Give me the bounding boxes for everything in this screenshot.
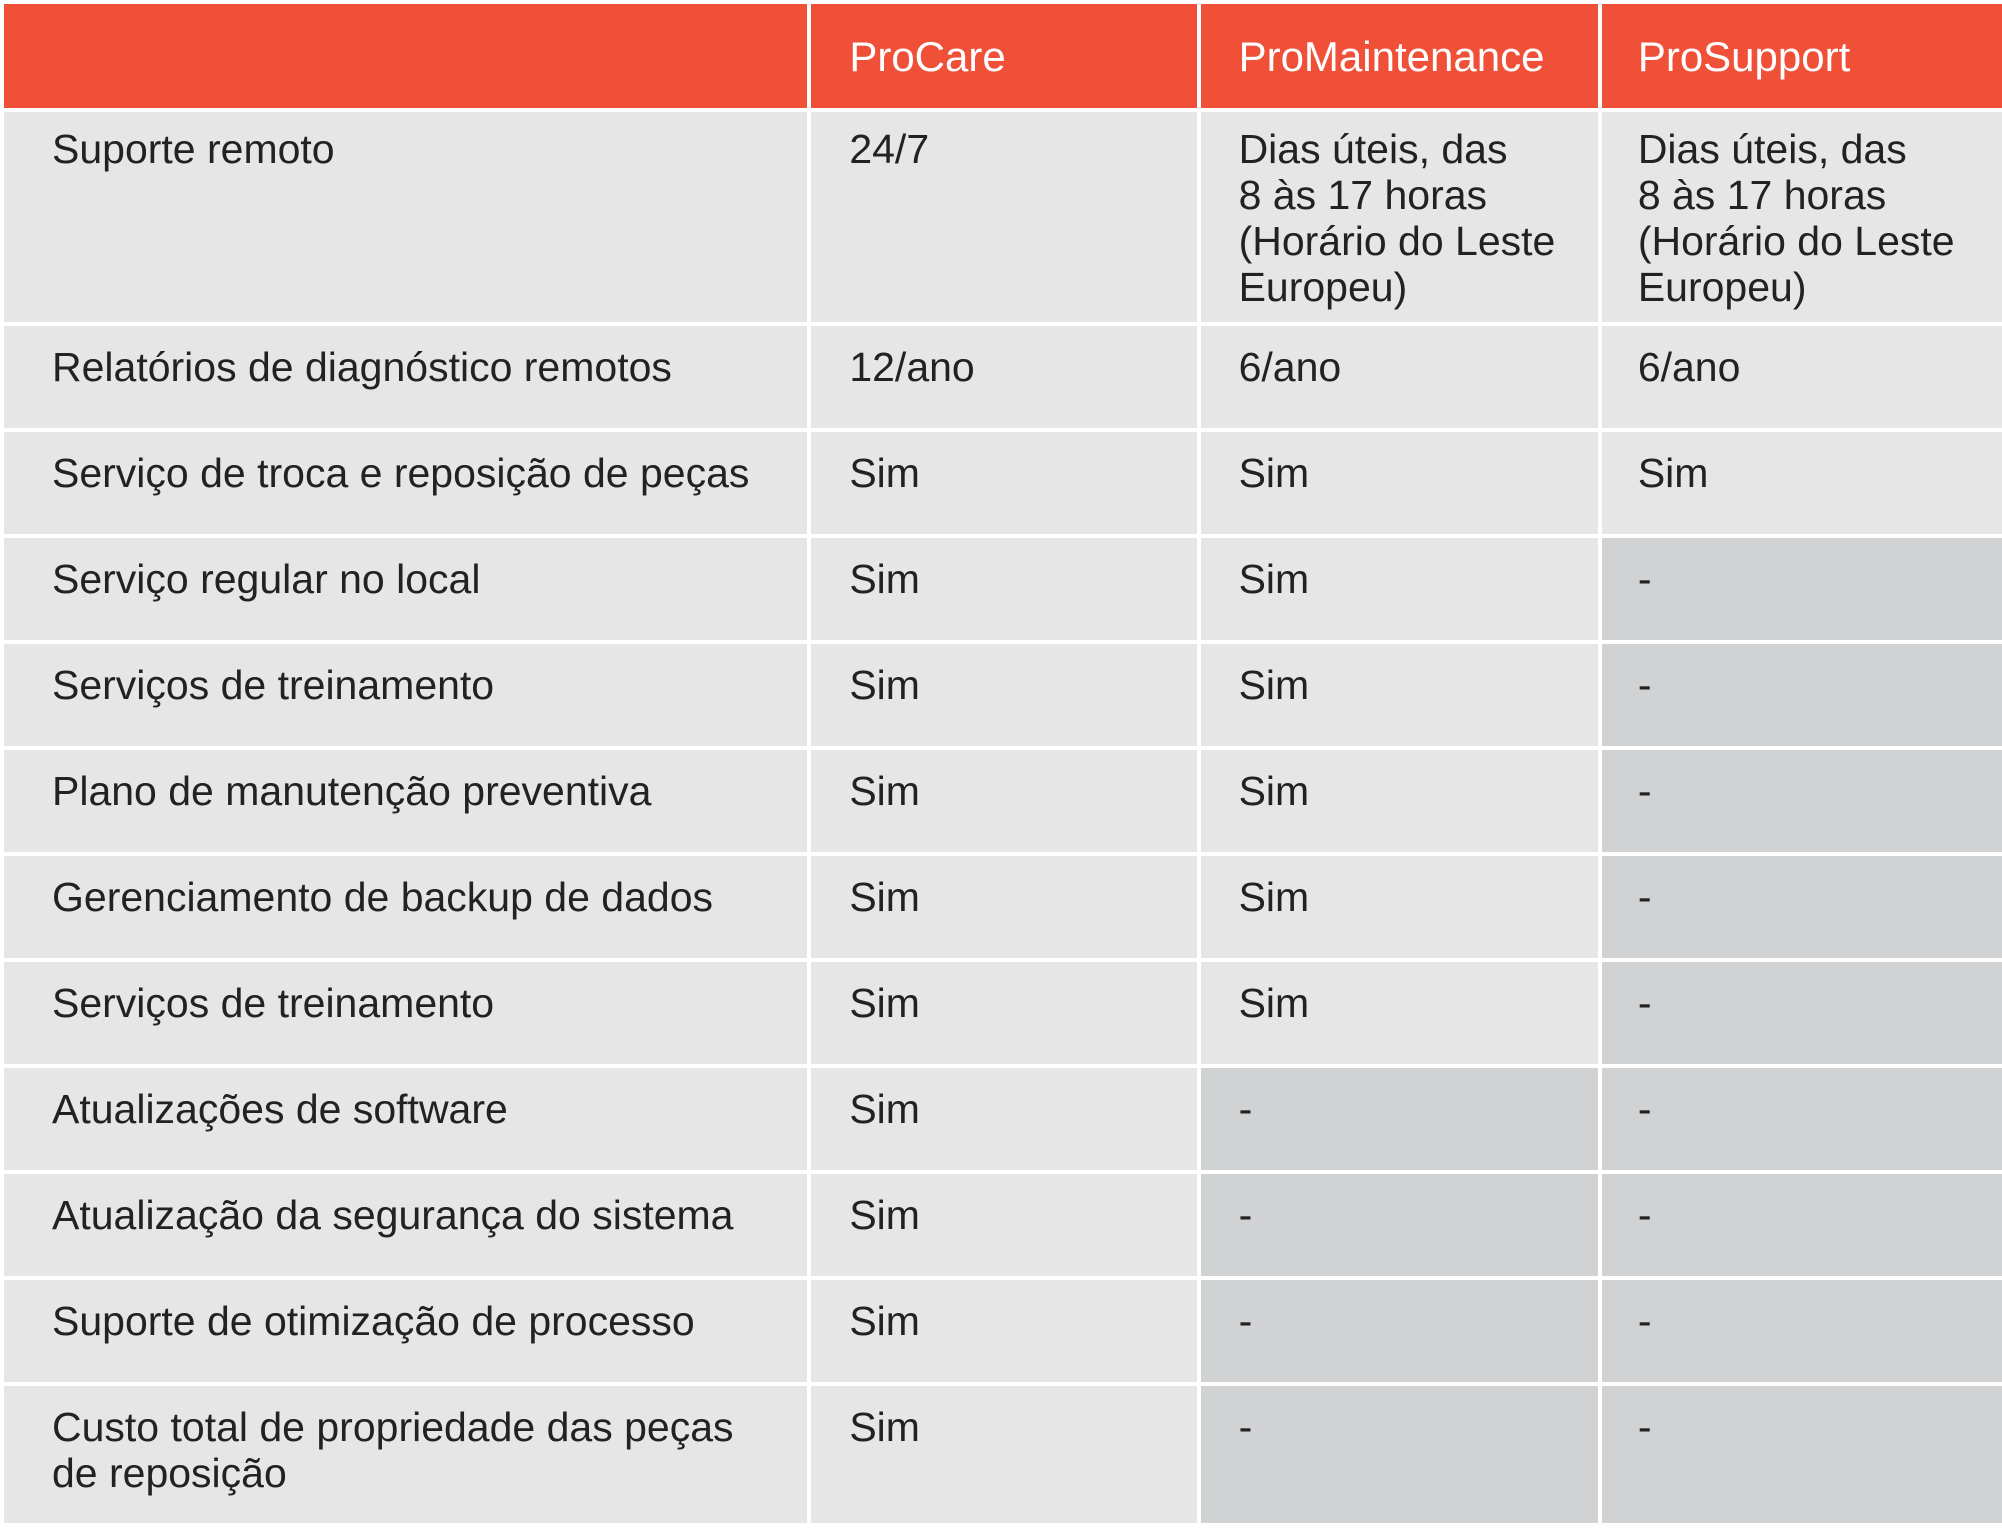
feature-cell: Gerenciamento de backup de dados: [4, 856, 807, 958]
prosupport-cell: -: [1602, 1174, 2002, 1276]
table-row: [4, 1386, 2002, 1523]
promaintenance-cell: 6/ano: [1201, 326, 1598, 428]
header-procare: ProCare: [811, 4, 1196, 108]
procare-cell: Sim: [811, 1174, 1196, 1276]
prosupport-cell: 6/ano: [1602, 326, 2002, 428]
prosupport-cell: -: [1602, 1386, 2002, 1523]
prosupport-cell: -: [1602, 644, 2002, 746]
header-corner: [4, 4, 807, 108]
feature-cell: Serviços de treinamento: [4, 644, 807, 746]
feature-cell: Atualizações de software: [4, 1068, 807, 1170]
procare-cell: Sim: [811, 750, 1196, 852]
table-row: [4, 326, 2002, 428]
promaintenance-cell: Sim: [1201, 644, 1598, 746]
table-header-row: [4, 4, 2002, 108]
prosupport-cell: Dias úteis, das 8 às 17 horas (Horário do Leste Europeu): [1602, 112, 2002, 322]
promaintenance-cell: -: [1201, 1280, 1598, 1382]
procare-cell: Sim: [811, 1386, 1196, 1523]
prosupport-cell: -: [1602, 1068, 2002, 1170]
feature-cell: Suporte remoto: [4, 112, 807, 322]
table-row: [4, 112, 2002, 322]
header-prosupport: ProSupport: [1602, 4, 2002, 108]
table-row: [4, 856, 2002, 958]
prosupport-cell: -: [1602, 1280, 2002, 1382]
promaintenance-cell: Dias úteis, das 8 às 17 horas (Horário do Leste Europeu): [1201, 112, 1598, 322]
prosupport-cell: -: [1602, 538, 2002, 640]
promaintenance-cell: -: [1201, 1174, 1598, 1276]
table-body: [0, 112, 2002, 1523]
header-promaintenance: ProMaintenance: [1201, 4, 1598, 108]
table-row: [4, 1280, 2002, 1382]
procare-cell: Sim: [811, 538, 1196, 640]
feature-cell: Custo total de propriedade das peças de reposição: [4, 1386, 807, 1523]
procare-cell: Sim: [811, 432, 1196, 534]
feature-cell: Suporte de otimização de processo: [4, 1280, 807, 1382]
promaintenance-cell: Sim: [1201, 538, 1598, 640]
promaintenance-cell: Sim: [1201, 432, 1598, 534]
promaintenance-cell: Sim: [1201, 856, 1598, 958]
feature-cell: Serviço de troca e reposição de peças: [4, 432, 807, 534]
prosupport-cell: Sim: [1602, 432, 2002, 534]
table-row: [4, 1174, 2002, 1276]
prosupport-cell: -: [1602, 962, 2002, 1064]
procare-cell: 24/7: [811, 112, 1196, 322]
procare-cell: Sim: [811, 1068, 1196, 1170]
table-row: [4, 1068, 2002, 1170]
feature-cell: Serviço regular no local: [4, 538, 807, 640]
promaintenance-cell: Sim: [1201, 750, 1598, 852]
table-row: [4, 962, 2002, 1064]
promaintenance-cell: Sim: [1201, 962, 1598, 1064]
feature-cell: Plano de manutenção preventiva: [4, 750, 807, 852]
procare-cell: 12/ano: [811, 326, 1196, 428]
procare-cell: Sim: [811, 644, 1196, 746]
table-row: [4, 750, 2002, 852]
procare-cell: Sim: [811, 856, 1196, 958]
prosupport-cell: -: [1602, 856, 2002, 958]
promaintenance-cell: -: [1201, 1386, 1598, 1523]
procare-cell: Sim: [811, 1280, 1196, 1382]
feature-cell: Serviços de treinamento: [4, 962, 807, 1064]
table-row: [4, 538, 2002, 640]
feature-cell: Relatórios de diagnóstico remotos: [4, 326, 807, 428]
table-row: [4, 644, 2002, 746]
promaintenance-cell: -: [1201, 1068, 1598, 1170]
procare-cell: Sim: [811, 962, 1196, 1064]
feature-cell: Atualização da segurança do sistema: [4, 1174, 807, 1276]
table-row: [4, 432, 2002, 534]
prosupport-cell: -: [1602, 750, 2002, 852]
